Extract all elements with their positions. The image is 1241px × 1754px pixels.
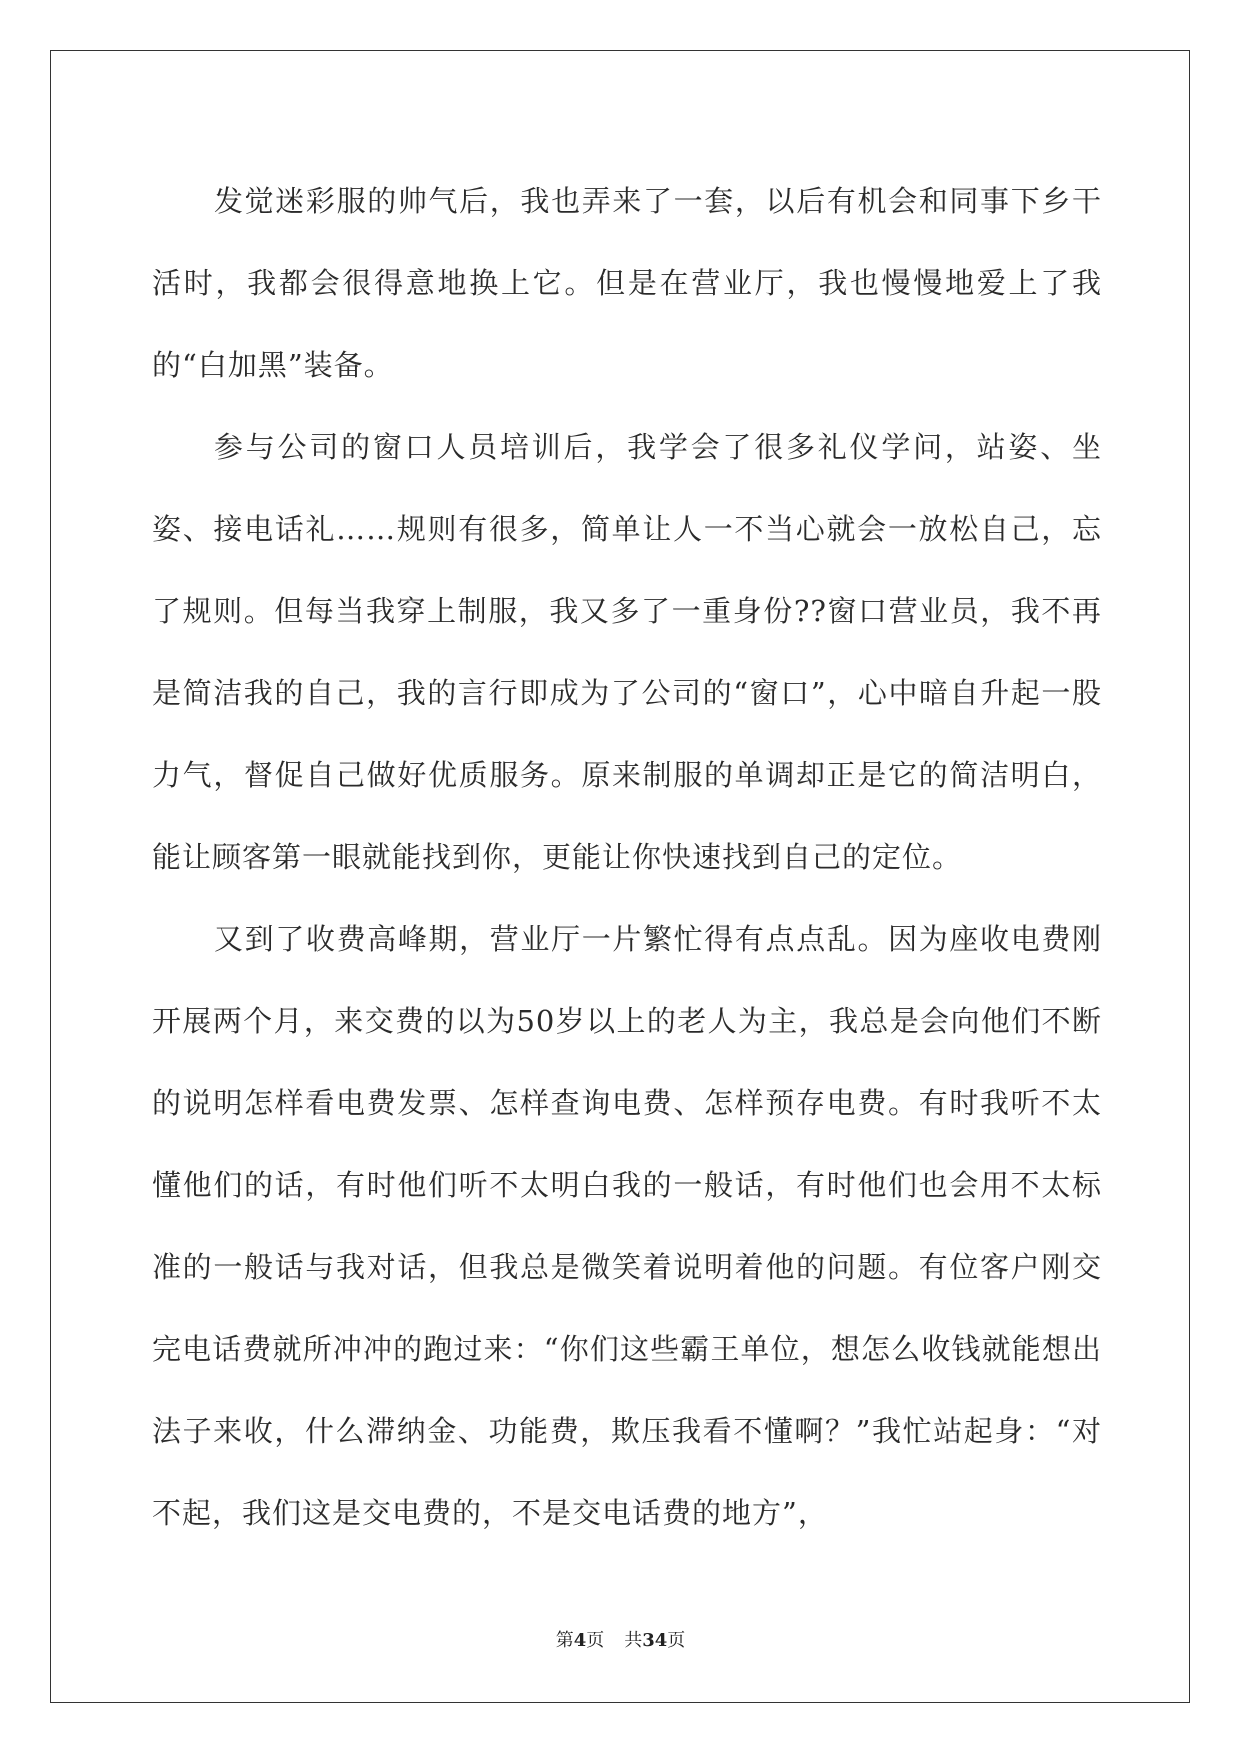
current-page-number: 4 — [573, 1630, 587, 1651]
paragraph-2: 参与公司的窗口人员培训后，我学会了很多礼仪学问，站姿、坐姿、接电话礼……规则有很多，简单让人一不当心就会一放松自己，忘了规则。但每当我穿上制服，我又多了一重身份??窗口营业员，我不再是简洁我的自己，我的言行即成为了公司的“窗口”，心中暗自升起一股力气，督促自己做好优质服务。原来制服的单调却正是它的简洁明白，能让顾客第一眼就能找到你，更能让你快速找到自己的定位。 — [152, 430, 1102, 874]
footer-page-suffix: 页 — [586, 1630, 605, 1651]
footer-total-prefix: 共 — [624, 1630, 643, 1651]
total-page-count: 34 — [642, 1630, 668, 1651]
footer-total-suffix: 页 — [667, 1630, 686, 1651]
footer-prefix: 第 — [555, 1630, 574, 1651]
paragraph-1: 发觉迷彩服的帅气后，我也弄来了一套，以后有机会和同事下乡干活时，我都会很得意地换上它。但是在营业厅，我也慢慢地爱上了我的“白加黑”装备。 — [152, 184, 1102, 382]
paragraph-3: 又到了收费高峰期，营业厅一片繁忙得有点点乱。因为座收电费刚开展两个月，来交费的以为50岁以上的老人为主，我总是会向他们不断的说明怎样看电费发票、怎样查询电费、怎样预存电费。有时我听不太懂他们的话，有时他们听不太明白我的一般话，有时他们也会用不太标准的一般话与我对话，但我总是微笑着说明着他的问题。有位客户刚交完电话费就所冲冲的跑过来：“你们这些霸王单位，想怎么收钱就能想出法子来收，什么滞纳金、功能费，欺压我看不懂啊？”我忙站起身：“对不起，我们这是交电费的，不是交电话费的地方”， — [152, 922, 1102, 1530]
document-body — [152, 160, 1102, 1554]
page-footer — [0, 1626, 1241, 1652]
